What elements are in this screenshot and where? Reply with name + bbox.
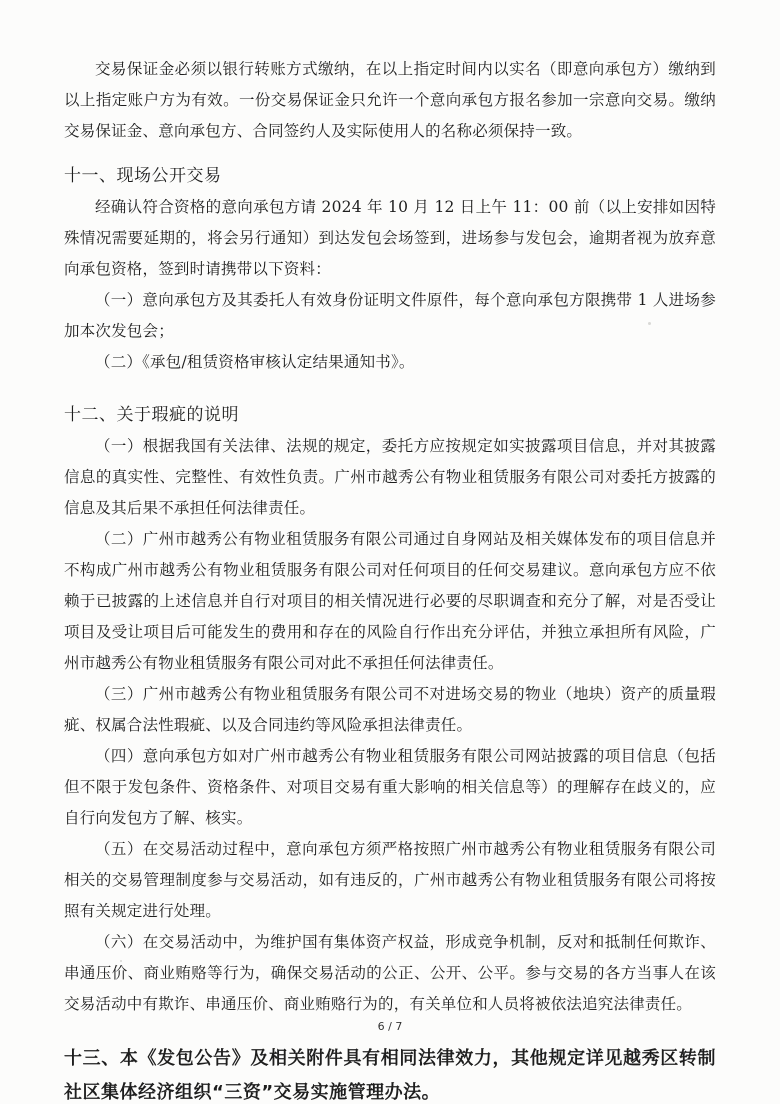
intro-paragraph: 交易保证金必须以银行转账方式缴纳，在以上指定时间内以实名（即意向承包方）缴纳到以上指定账户方为有效。一份交易保证金只允许一个意向承包方报名参加一宗意向交易。缴纳交易保证金、意向承包方、合同签约人及实际使用人的名称必须保持一致。 (64, 60, 716, 140)
section-12-item-2: （二）广州市越秀公有物业租赁服务有限公司通过自身网站及相关媒体发布的项目信息并不构成广州市越秀公有物业租赁服务有限公司对任何项目的任何交易建议。意向承包方应不依赖于已披露的上述信息并自行对项目的相关情况进行必要的尽职调查和充分了解，对是否受让项目及受让项目后可能发生的费用和存在的风险自行作出充分评估，并独立承担所有风险，广州市越秀公有物业租赁服务有限公司对此不承担任何法律责任。 (64, 530, 716, 672)
section-12-item-4: （四）意向承包方如对广州市越秀公有物业租赁服务有限公司网站披露的项目信息（包括但不限于发包条件、资格条件、对项目交易有重大影响的相关信息等）的理解存在歧义的，应自行向发包方了解、核实。 (64, 747, 716, 827)
section-13-heading: 十三、本《发包公告》及相关附件具有相同法律效力，其他规定详见越秀区转制社区集体经济组织“三资”交易实施管理办法。 (64, 1048, 716, 1103)
document-body (64, 54, 716, 1110)
section-11-item-1: （一）意向承包方及其委托人有效身份证明文件原件，每个意向承包方限携带 1 人进场参加本次发包会； (64, 291, 716, 340)
section-12-item-1: （一）根据我国有关法律、法规的规定，委托方应按规定如实披露项目信息，并对其披露信息的真实性、完整性、有效性负责。广州市越秀公有物业租赁服务有限公司对委托方披露的信息及其后果不承担任何法律责任。 (64, 437, 716, 517)
section-12-heading: 十二、关于瑕疵的说明 (64, 405, 239, 425)
page-number: 6 / 7 (377, 1020, 403, 1033)
section-11-heading: 十一、现场公开交易 (64, 166, 222, 186)
section-12-item-6: （六）在交易活动中，为维护国有集体资产权益，形成竞争机制，反对和抵制任何欺诈、串通压价、商业贿赂等行为，确保交易活动的公正、公开、公平。参与交易的各方当事人在该交易活动中有欺诈、串通压价、商业贿赂行为的，有关单位和人员将被依法追究法律责任。 (64, 933, 716, 1013)
section-11-item-2: （二）《承包/租赁资格审核认定结果通知书》。 (95, 353, 415, 371)
section-12-item-3: （三）广州市越秀公有物业租赁服务有限公司不对进场交易的物业（地块）资产的质量瑕疵、权属合法性瑕疵、以及合同违约等风险承担法律责任。 (64, 685, 716, 734)
section-11-body: 经确认符合资格的意向承包方请 2024 年 10 月 12 日上午 11：00 前（以上安排如因特殊情况需要延期的，将会另行通知）到达发包会场签到，进场参与发包会，逾期者视为放弃意向承包资格，签到时请携带以下资料： (64, 198, 716, 278)
section-12-item-5: （五）在交易活动过程中，意向承包方须严格按照广州市越秀公有物业租赁服务有限公司相关的交易管理制度参与交易活动，如有违反的，广州市越秀公有物业租赁服务有限公司将按照有关规定进行处理。 (64, 840, 716, 920)
